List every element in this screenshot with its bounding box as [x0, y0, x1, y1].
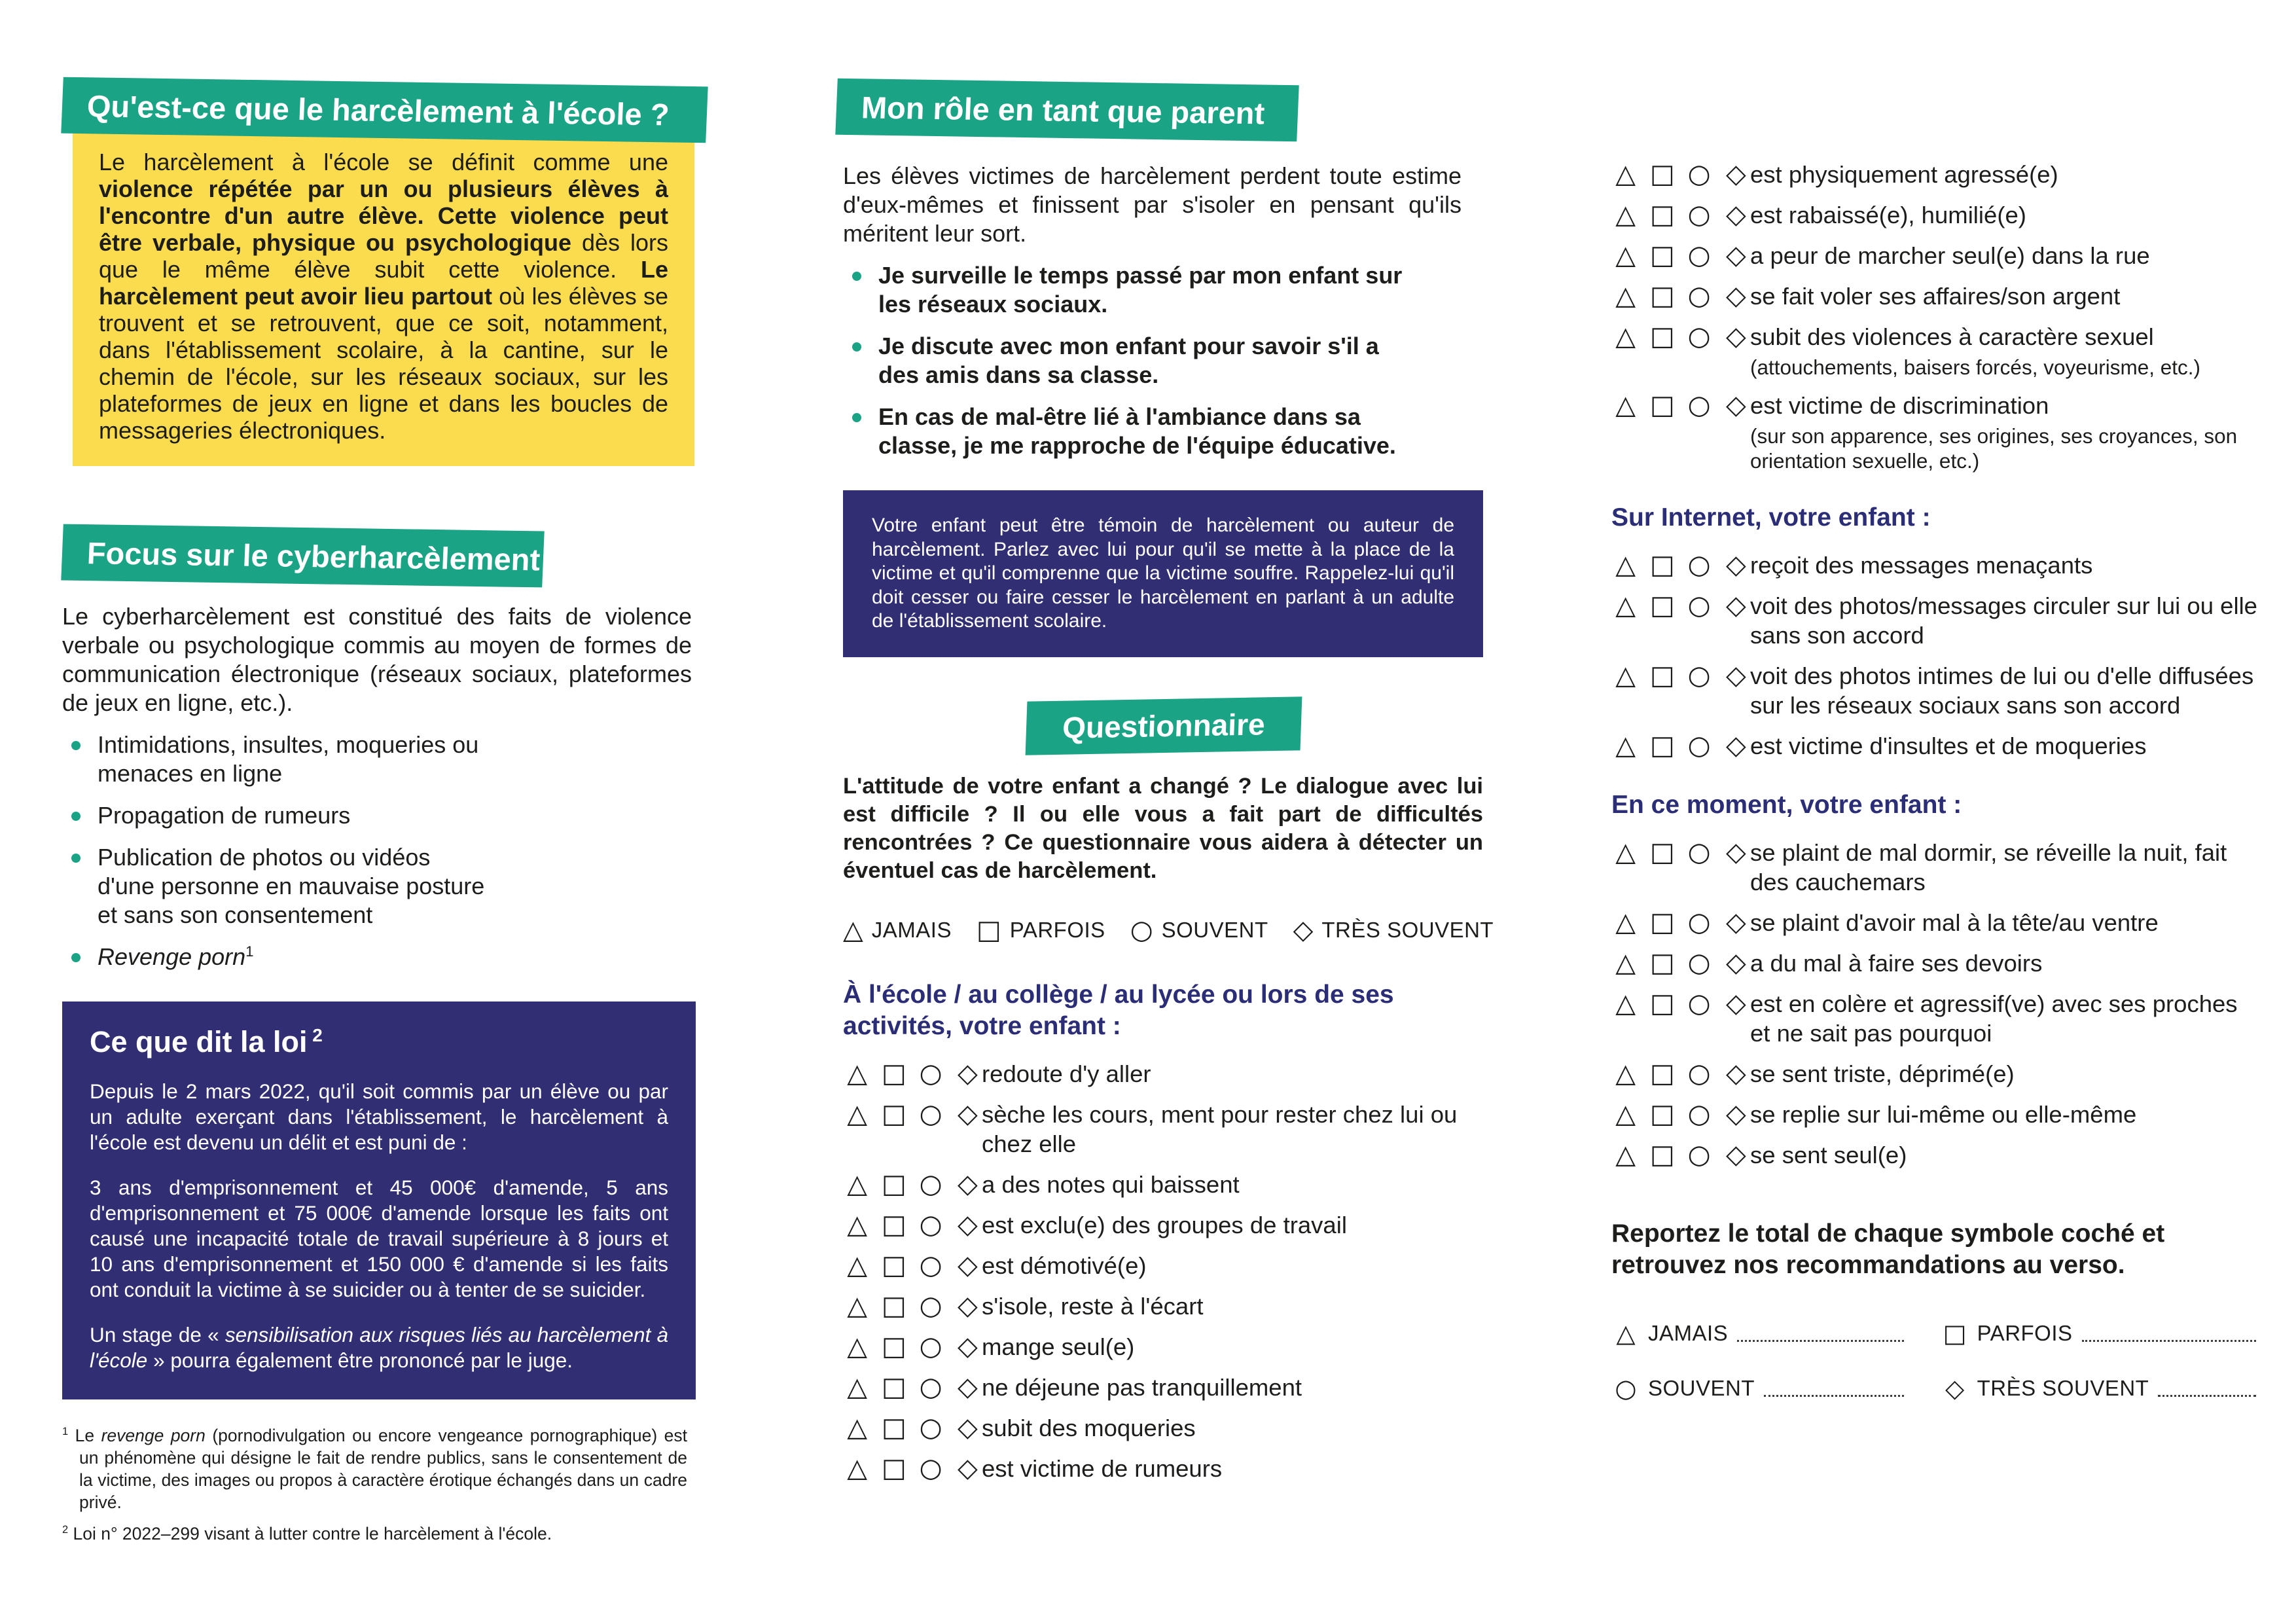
diamond-tres-souvent-icon[interactable]: ◇ [957, 1412, 978, 1443]
totals-instruction: Reportez le total de chaque symbole coché et retrouvez nos recommandations au verso. [1611, 1219, 2165, 1279]
what-is-bullying-box [73, 129, 694, 466]
questionnaire-item-label: subit des violences à caractère sexuel (attouchements, baisers forcés, voyeurisme, etc.) [1750, 323, 2201, 379]
questionnaire-row [1611, 989, 2259, 1048]
section-title-questionnaire-label: Questionnaire [1062, 706, 1266, 745]
diamond-tres-souvent-icon[interactable]: ◇ [1725, 988, 1746, 1019]
answer-options [843, 1332, 982, 1362]
list-item-text: Propagation de rumeurs [98, 802, 351, 829]
answer-options [1611, 550, 1750, 580]
square-parfois-icon: □ [976, 914, 1001, 945]
questionnaire-item-label: est victime d'insultes et de moqueries [1750, 732, 2147, 759]
triangle-jamais-icon[interactable]: △ [1615, 321, 1636, 352]
diamond-tres-souvent-icon[interactable]: ◇ [957, 1331, 978, 1362]
questionnaire-row [843, 1413, 1483, 1443]
square-parfois-icon[interactable]: □ [881, 1209, 906, 1240]
square-parfois-icon[interactable]: □ [881, 1058, 906, 1089]
questionnaire-item-label: subit des moqueries [982, 1414, 1196, 1441]
answer-options [1611, 200, 1750, 230]
square-parfois-icon[interactable]: □ [1649, 200, 1675, 230]
bullet-dot-icon [852, 342, 861, 352]
square-parfois-icon[interactable]: □ [881, 1250, 906, 1280]
circle-souvent-icon[interactable]: ○ [1687, 660, 1711, 691]
questionnaire-item-label: s'isole, reste à l'écart [982, 1292, 1204, 1320]
square-parfois-icon[interactable]: □ [1649, 550, 1675, 580]
circle-souvent-icon[interactable]: ○ [1687, 1140, 1711, 1170]
questionnaire-row [1611, 1140, 2259, 1170]
triangle-jamais-icon[interactable]: △ [1615, 159, 1636, 189]
triangle-jamais-icon[interactable]: △ [847, 1453, 867, 1483]
list-item-text: Intimidations, insultes, moqueries ou menaces en ligne [98, 731, 479, 787]
square-parfois-icon[interactable]: □ [1649, 948, 1675, 978]
triangle-jamais-icon: △ [1616, 1319, 1636, 1348]
questionnaire-row [1611, 200, 2259, 230]
questionnaire-row [1611, 948, 2259, 978]
questionnaire-item-label: se replie sur lui-même ou elle-même [1750, 1101, 2137, 1128]
list-item-text: Je discute avec mon enfant pour savoir s'il a des amis dans sa classe. [878, 333, 1379, 388]
answer-options [1611, 1140, 1750, 1170]
diamond-tres-souvent-icon[interactable]: ◇ [957, 1209, 978, 1240]
diamond-tres-souvent-icon[interactable]: ◇ [1725, 948, 1746, 978]
section-title-cyberbullying-label: Focus sur le cyberharcèlement [86, 535, 541, 577]
circle-souvent-icon[interactable]: ○ [1687, 948, 1711, 978]
questionnaire-item-label: sèche les cours, ment pour rester chez lui ou chez elle [982, 1100, 1458, 1157]
square-parfois-icon[interactable]: □ [1649, 1058, 1675, 1089]
answer-options [1611, 241, 1750, 270]
questionnaire-item-note: (attouchements, baisers forcés, voyeurisme, etc.) [1750, 355, 2201, 379]
triangle-jamais-icon[interactable]: △ [1615, 550, 1636, 580]
questionnaire-item-label: reçoit des messages menaçants [1750, 552, 2093, 579]
legend-label: PARFOIS [1009, 917, 1105, 942]
questionnaire-row [1611, 1059, 2259, 1089]
square-parfois-icon[interactable]: □ [1649, 590, 1675, 621]
square-parfois-icon: □ [1943, 1319, 1967, 1348]
circle-souvent-icon[interactable]: ○ [1687, 907, 1711, 937]
cyberbullying-examples-list [62, 731, 707, 971]
currently-questionnaire-list [1611, 838, 2259, 1170]
questionnaire-item-label: a du mal à faire ses devoirs [1750, 950, 2043, 977]
list-item [843, 403, 1483, 460]
diamond-tres-souvent-icon[interactable]: ◇ [1725, 907, 1746, 937]
questionnaire-intro: L'attitude de votre enfant a changé ? Le dialogue avec lui est difficile ? Il ou elle vous a fait part de difficultés rencontrées ? Ce questionnaire vous aidera à détecter un éventuel cas de harcèlement. [843, 773, 1483, 883]
triangle-jamais-icon[interactable]: △ [1615, 1099, 1636, 1129]
square-parfois-icon[interactable]: □ [1649, 907, 1675, 937]
diamond-tres-souvent-icon[interactable]: ◇ [1725, 1058, 1746, 1089]
triangle-jamais-icon[interactable]: △ [1615, 731, 1636, 761]
square-parfois-icon[interactable]: □ [881, 1412, 906, 1443]
square-parfois-icon[interactable]: □ [881, 1371, 906, 1402]
diamond-tres-souvent-icon[interactable]: ◇ [1725, 1099, 1746, 1129]
questionnaire-row [843, 1291, 1483, 1321]
list-item [62, 943, 707, 971]
bullet-dot-icon [71, 953, 81, 962]
list-item-text: Revenge porn$^1$ [98, 943, 254, 970]
square-parfois-icon[interactable]: □ [881, 1331, 906, 1362]
list-item [843, 332, 1483, 389]
questionnaire-item-label: mange seul(e) [982, 1333, 1135, 1360]
square-parfois-icon[interactable]: □ [1649, 660, 1675, 691]
legend-label: JAMAIS [871, 917, 952, 942]
heading-school-context: À l'école / au collège / au lycée ou lors de ses activités, votre enfant : [843, 980, 1394, 1040]
section-title-parent-role [835, 79, 1299, 141]
triangle-jamais-icon[interactable]: △ [847, 1412, 867, 1443]
circle-souvent-icon[interactable]: ○ [919, 1371, 942, 1402]
section-title-cyberbullying [61, 524, 544, 588]
triangle-jamais-icon[interactable]: △ [1615, 837, 1636, 867]
heading-internet: Sur Internet, votre enfant : [1611, 503, 1931, 532]
circle-souvent-icon[interactable]: ○ [1687, 390, 1711, 420]
questionnaire-item-label: voit des photos intimes de lui ou d'elle diffusées sur les réseaux sociaux sans son accord [1750, 662, 2254, 719]
questionnaire-row [1611, 591, 2259, 650]
diamond-tres-souvent-icon[interactable]: ◇ [957, 1453, 978, 1483]
questionnaire-row [843, 1210, 1483, 1240]
square-parfois-icon[interactable]: □ [881, 1290, 906, 1321]
column-middle [843, 82, 1494, 1494]
triangle-jamais-icon[interactable]: △ [1615, 390, 1636, 420]
square-parfois-icon[interactable]: □ [1649, 159, 1675, 189]
circle-souvent-icon[interactable]: ○ [1687, 590, 1711, 621]
total-label: TRÈS SOUVENT [1977, 1376, 2149, 1400]
questionnaire-row [843, 1100, 1483, 1159]
legend-item-parfois [977, 915, 1105, 945]
answer-options [1611, 391, 1750, 420]
footnote-law: $^2$ Loi n° 2022–299 visant à lutter contre le harcèlement à l'école. [62, 1524, 552, 1543]
circle-souvent-icon[interactable]: ○ [1687, 988, 1711, 1019]
diamond-tres-souvent-icon[interactable]: ◇ [1725, 159, 1746, 189]
column-right [1611, 160, 2259, 1403]
diamond-tres-souvent-icon[interactable]: ◇ [1725, 590, 1746, 621]
triangle-jamais-icon[interactable]: △ [847, 1098, 867, 1129]
questionnaire-item-label: est physiquement agressé(e) [1750, 161, 2058, 188]
answer-options [1611, 838, 1750, 867]
circle-souvent-icon[interactable]: ○ [1687, 240, 1711, 270]
school-questionnaire-list-continued [1611, 160, 2259, 473]
questionnaire-item-label: se sent triste, déprimé(e) [1750, 1060, 2015, 1087]
circle-souvent-icon[interactable]: ○ [1687, 550, 1711, 580]
answer-options [843, 1373, 982, 1402]
circle-souvent-icon[interactable]: ○ [1687, 321, 1711, 352]
triangle-jamais-icon[interactable]: △ [1615, 907, 1636, 937]
cyberbullying-intro: Le cyberharcèlement est constitué des faits de violence verbale ou psychologique commis au moyen de formes de communication électronique (réseaux sociaux, plateformes de jeux en ligne, etc.). [62, 603, 692, 716]
square-parfois-icon[interactable]: □ [1649, 731, 1675, 761]
triangle-jamais-icon[interactable]: △ [847, 1168, 867, 1199]
diamond-tres-souvent-icon[interactable]: ◇ [957, 1168, 978, 1199]
triangle-jamais-icon[interactable]: △ [1615, 200, 1636, 230]
total-field-souvent[interactable] [1764, 1374, 1904, 1397]
questionnaire-row [843, 1059, 1483, 1089]
legend-item-jamais [843, 915, 952, 945]
answer-options [1611, 1100, 1750, 1129]
questionnaire-item-label: est victime de discrimination (sur son apparence, ses origines, ses croyances, son orientation sexuelle, etc.) [1750, 391, 2259, 473]
law-paragraph-penalties: 3 ans d'emprisonnement et 45 000€ d'amende, 5 ans d'emprisonnement et 75 000€ d'amende lorsque les faits ont causé une incapacité totale de travail supérieure à 8 jours et 10 ans d'emprisonnement et 150 000 € d'amende si les faits ont conduit la victime à se suicider ou à tenter de se suicider. [90, 1176, 668, 1301]
triangle-jamais-icon[interactable]: △ [1615, 660, 1636, 691]
questionnaire-row [1611, 1100, 2259, 1129]
questionnaire-item-label: se sent seul(e) [1750, 1142, 1907, 1168]
questionnaire-item-label: voit des photos/messages circuler sur lui ou elle sans son accord [1750, 592, 2257, 649]
diamond-tres-souvent-icon[interactable]: ◇ [1725, 1140, 1746, 1170]
legend-label: SOUVENT [1161, 917, 1268, 942]
answer-options [1611, 591, 1750, 621]
circle-souvent-icon[interactable]: ○ [919, 1412, 942, 1443]
triangle-jamais-icon: △ [843, 914, 863, 945]
square-parfois-icon[interactable]: □ [1649, 837, 1675, 867]
circle-souvent-icon[interactable]: ○ [1687, 281, 1711, 311]
answer-options [1611, 908, 1750, 937]
school-questionnaire-list [843, 1059, 1483, 1483]
questionnaire-item-label: ne déjeune pas tranquillement [982, 1373, 1302, 1401]
witness-box-text: Votre enfant peut être témoin de harcèlement ou auteur de harcèlement. Parlez avec lui pour qu'il se mette à la place de la victime et qu'il comprenne que la victime souffre. Rappelez-lui qu'il doit cesser ou faire cesser le harcèlement en parlant à un adulte de l'établissement scolaire. [872, 514, 1454, 632]
answer-options [1611, 322, 1750, 352]
diamond-tres-souvent-icon[interactable]: ◇ [1725, 660, 1746, 691]
square-parfois-icon[interactable]: □ [1649, 1140, 1675, 1170]
total-cell-parfois [1941, 1319, 2256, 1348]
questionnaire-item-label: est démotivé(e) [982, 1252, 1147, 1279]
section-title-questionnaire [1026, 696, 1302, 755]
list-item-text: Je surveille le temps passé par mon enfant sur les réseaux sociaux. [878, 262, 1403, 317]
diamond-tres-souvent-icon[interactable]: ◇ [1725, 240, 1746, 270]
circle-souvent-icon[interactable]: ○ [919, 1453, 942, 1483]
square-parfois-icon[interactable]: □ [881, 1168, 906, 1199]
triangle-jamais-icon[interactable]: △ [1615, 1140, 1636, 1170]
questionnaire-row [1611, 838, 2259, 897]
diamond-tres-souvent-icon[interactable]: ◇ [1725, 321, 1746, 352]
diamond-tres-souvent-icon[interactable]: ◇ [957, 1058, 978, 1089]
diamond-tres-souvent-icon: ◇ [1945, 1374, 1965, 1403]
questionnaire-item-label: a des notes qui baissent [982, 1170, 1240, 1198]
law-box-title: Ce que dit la loi $^2$ [90, 1025, 323, 1058]
answer-options [843, 1291, 982, 1321]
questionnaire-item-label: a peur de marcher seul(e) dans la rue [1750, 242, 2150, 269]
triangle-jamais-icon[interactable]: △ [847, 1290, 867, 1321]
circle-souvent-icon: ○ [1130, 914, 1153, 945]
footnotes [62, 1424, 687, 1545]
triangle-jamais-icon[interactable]: △ [847, 1209, 867, 1240]
diamond-tres-souvent-icon[interactable]: ◇ [1725, 731, 1746, 761]
square-parfois-icon[interactable]: □ [1649, 240, 1675, 270]
list-item [62, 801, 707, 830]
diamond-tres-souvent-icon[interactable]: ◇ [1725, 281, 1746, 311]
questionnaire-item-label: est en colère et agressif(ve) avec ses proches et ne sait pas pourquoi [1750, 990, 2238, 1047]
what-is-bullying-text: Le harcèlement à l'école se définit comme une violence répétée par un ou plusieurs élèves à l'encontre d'un autre élève. Cette violence peut être verbale, physique ou psychologique dès lors que le même élève subit cette violence. Le harcèlement peut avoir lieu partout où les élèves se trouvent et se retrouvent, que ce soit, notamment, dans l'établissement scolaire, à la cantine, sur le chemin de l'école, sur les réseaux sociaux, sur les plateformes de jeux en ligne et dans les boucles de messageries électroniques. [99, 149, 669, 444]
total-cell-souvent [1611, 1374, 1904, 1403]
law-box [62, 1001, 696, 1399]
circle-souvent-icon[interactable]: ○ [919, 1058, 942, 1089]
circle-souvent-icon[interactable]: ○ [919, 1290, 942, 1321]
circle-souvent-icon[interactable]: ○ [1687, 837, 1711, 867]
column-left [62, 82, 707, 1554]
square-parfois-icon[interactable]: □ [1649, 390, 1675, 420]
square-parfois-icon[interactable]: □ [881, 1453, 906, 1483]
footnote-revenge-porn: $^1$ Le revenge porn (pornodivulgation ou encore vengeance pornographique) est un phénomène qui désigne le fait de rendre publics, sans le consentement de la victime, des images ou propos à caractère érotique échangés dans un cadre privé. [62, 1426, 688, 1512]
questionnaire-row [843, 1454, 1483, 1483]
questionnaire-row [1611, 550, 2259, 580]
list-item [62, 731, 707, 788]
diamond-tres-souvent-icon[interactable]: ◇ [1725, 550, 1746, 580]
square-parfois-icon[interactable]: □ [1649, 321, 1675, 352]
circle-souvent-icon[interactable]: ○ [1687, 1058, 1711, 1089]
bullet-dot-icon [852, 413, 861, 422]
triangle-jamais-icon[interactable]: △ [1615, 240, 1636, 270]
parent-actions-list [843, 261, 1483, 460]
circle-souvent-icon[interactable]: ○ [1687, 159, 1711, 189]
heading-currently: En ce moment, votre enfant : [1611, 791, 1962, 819]
answer-options [1611, 281, 1750, 311]
witness-box [843, 490, 1483, 657]
questionnaire-item-note: (sur son apparence, ses origines, ses croyances, son orientation sexuelle, etc.) [1750, 424, 2238, 473]
bullet-dot-icon [71, 812, 81, 821]
questionnaire-row [1611, 731, 2259, 761]
total-cell-jamais [1611, 1319, 1904, 1348]
diamond-tres-souvent-icon[interactable]: ◇ [957, 1290, 978, 1321]
total-label: SOUVENT [1648, 1376, 1755, 1400]
answer-legend [843, 914, 1494, 945]
circle-souvent-icon[interactable]: ○ [1687, 1099, 1711, 1129]
triangle-jamais-icon[interactable]: △ [1615, 1058, 1636, 1089]
triangle-jamais-icon[interactable]: △ [847, 1371, 867, 1402]
questionnaire-item-label: est exclu(e) des groupes de travail [982, 1211, 1347, 1238]
legend-label: TRÈS SOUVENT [1321, 917, 1494, 942]
circle-souvent-icon: ○ [1615, 1374, 1637, 1403]
total-field-jamais[interactable] [1737, 1319, 1903, 1342]
questionnaire-row [843, 1251, 1483, 1280]
questionnaire-item-label: se plaint d'avoir mal à la tête/au ventre [1750, 909, 2159, 936]
questionnaire-row [1611, 160, 2259, 189]
total-cell-tres-souvent [1941, 1374, 2256, 1403]
total-field-tres-souvent[interactable] [2158, 1374, 2256, 1397]
answer-options [843, 1251, 982, 1280]
bullet-dot-icon [852, 272, 861, 281]
triangle-jamais-icon[interactable]: △ [1615, 988, 1636, 1019]
questionnaire-row [1611, 391, 2259, 473]
answer-options [1611, 948, 1750, 978]
legend-item-tres-souvent [1293, 915, 1494, 945]
section-title-what-is-bullying-label: Qu'est-ce que le harcèlement à l'école ? [86, 88, 670, 132]
triangle-jamais-icon[interactable]: △ [1615, 948, 1636, 978]
circle-souvent-icon[interactable]: ○ [919, 1098, 942, 1129]
bullet-dot-icon [71, 854, 81, 863]
questionnaire-row [843, 1373, 1483, 1402]
square-parfois-icon[interactable]: □ [1649, 988, 1675, 1019]
square-parfois-icon[interactable]: □ [881, 1098, 906, 1129]
answer-options [843, 1170, 982, 1199]
circle-souvent-icon[interactable]: ○ [919, 1250, 942, 1280]
answer-options [1611, 661, 1750, 691]
circle-souvent-icon[interactable]: ○ [919, 1168, 942, 1199]
questionnaire-row [1611, 661, 2259, 720]
answer-options [843, 1059, 982, 1089]
questionnaire-row [1611, 281, 2259, 311]
law-paragraph-intro: Depuis le 2 mars 2022, qu'il soit commis par un élève ou par un adulte exerçant dans l'établissement, le harcèlement à l'école est devenu un délit et est puni de : [90, 1079, 668, 1154]
questionnaire-row [1611, 322, 2259, 380]
internet-questionnaire-list [1611, 550, 2259, 761]
law-paragraph-stage: Un stage de « sensibilisation aux risques liés au harcèlement à l'école » pourra également être prononcé par le juge. [90, 1323, 668, 1372]
answer-options [843, 1210, 982, 1240]
circle-souvent-icon[interactable]: ○ [919, 1331, 942, 1362]
questionnaire-item-label: est victime de rumeurs [982, 1454, 1223, 1482]
total-label: PARFOIS [1977, 1321, 2073, 1345]
triangle-jamais-icon[interactable]: △ [1615, 281, 1636, 311]
circle-souvent-icon[interactable]: ○ [1687, 731, 1711, 761]
answer-options [1611, 1059, 1750, 1089]
square-parfois-icon[interactable]: □ [1649, 1099, 1675, 1129]
triangle-jamais-icon[interactable]: △ [847, 1331, 867, 1362]
circle-souvent-icon[interactable]: ○ [1687, 200, 1711, 230]
list-item [62, 843, 707, 929]
parent-role-intro: Les élèves victimes de harcèlement perdent toute estime d'eux-mêmes et finissent par s'isoler en pensant qu'ils méritent leur sort. [843, 162, 1462, 247]
questionnaire-item-label: se fait voler ses affaires/son argent [1750, 283, 2121, 310]
square-parfois-icon[interactable]: □ [1649, 281, 1675, 311]
section-title-parent-role-label: Mon rôle en tant que parent [860, 89, 1266, 130]
answer-options [843, 1454, 982, 1483]
totals-grid [1611, 1319, 2256, 1403]
list-item-text: Publication de photos ou vidéos d'une personne en mauvaise posture et sans son consentement [98, 844, 485, 928]
section-title-what-is-bullying [61, 77, 708, 143]
questionnaire-item-label: est rabaissé(e), humilié(e) [1750, 202, 2026, 228]
answer-options [843, 1413, 982, 1443]
triangle-jamais-icon[interactable]: △ [1615, 590, 1636, 621]
diamond-tres-souvent-icon[interactable]: ◇ [1725, 390, 1746, 420]
answer-options [843, 1100, 982, 1129]
questionnaire-row [843, 1332, 1483, 1362]
questionnaire-item-label: se plaint de mal dormir, se réveille la nuit, fait des cauchemars [1750, 839, 2227, 895]
triangle-jamais-icon[interactable]: △ [847, 1250, 867, 1280]
triangle-jamais-icon[interactable]: △ [847, 1058, 867, 1089]
list-item-text: En cas de mal-être lié à l'ambiance dans sa classe, je me rapproche de l'équipe éducative. [878, 403, 1396, 459]
list-item [843, 261, 1483, 319]
diamond-tres-souvent-icon[interactable]: ◇ [957, 1250, 978, 1280]
questionnaire-row [1611, 241, 2259, 270]
questionnaire-row [843, 1170, 1483, 1199]
circle-souvent-icon[interactable]: ○ [919, 1209, 942, 1240]
answer-options [1611, 989, 1750, 1019]
diamond-tres-souvent-icon[interactable]: ◇ [1725, 837, 1746, 867]
diamond-tres-souvent-icon[interactable]: ◇ [957, 1098, 978, 1129]
questionnaire-item-label: redoute d'y aller [982, 1060, 1151, 1087]
answer-options [1611, 160, 1750, 189]
bullet-dot-icon [71, 741, 81, 750]
questionnaire-row [1611, 908, 2259, 937]
diamond-tres-souvent-icon[interactable]: ◇ [957, 1371, 978, 1402]
diamond-tres-souvent-icon: ◇ [1293, 914, 1314, 945]
total-field-parfois[interactable] [2082, 1319, 2256, 1342]
legend-item-souvent [1130, 915, 1268, 945]
diamond-tres-souvent-icon[interactable]: ◇ [1725, 200, 1746, 230]
answer-options [1611, 731, 1750, 761]
total-label: JAMAIS [1648, 1321, 1729, 1345]
